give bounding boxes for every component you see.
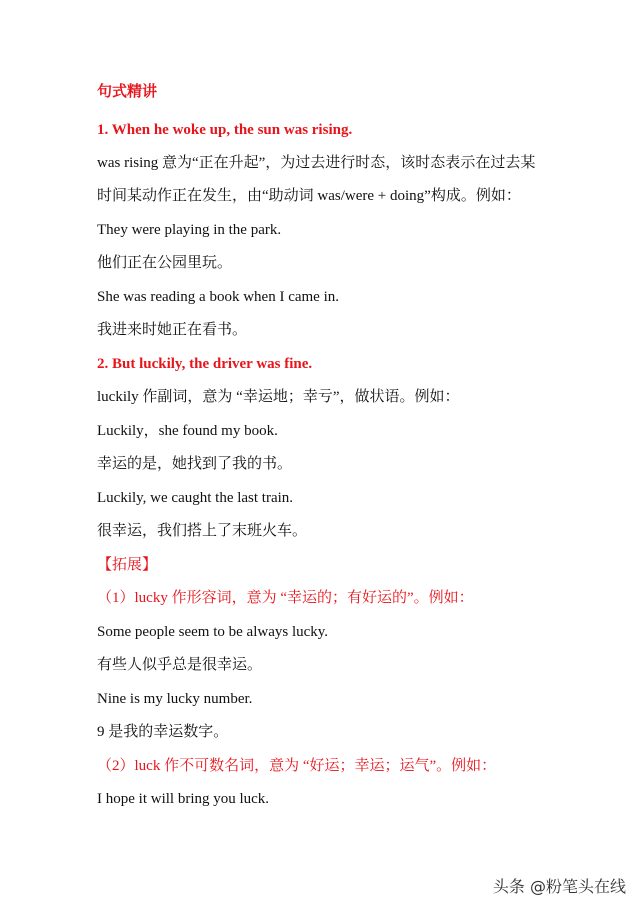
example-sentence: Luckily, we caught the last train. — [97, 490, 294, 506]
paragraph-line: luckily 作副词，意为 “幸运地；幸亏”，做状语。例如： — [97, 389, 460, 405]
example-translation: 他们正在公园里玩。 — [97, 255, 233, 271]
extension-point-1: （1）lucky 作形容词，意为 “幸运的；有好运的”。例如： — [97, 590, 474, 606]
example-translation: 幸运的是，她找到了我的书。 — [97, 456, 293, 472]
section-title: 句式精讲 — [97, 84, 158, 100]
example-sentence: Luckily，she found my book. — [97, 423, 278, 439]
paragraph-line: 时间某动作正在发生，由“助动词 was/were + doing”构成。例如： — [97, 188, 521, 204]
example-sentence: She was reading a book when I came in. — [97, 289, 340, 305]
example-sentence: Some people seem to be always lucky. — [97, 624, 329, 640]
extension-heading: 【拓展】 — [97, 557, 158, 573]
example-sentence: They were playing in the park. — [97, 222, 282, 238]
paragraph-line: was rising 意为“正在升起”，为过去进行时态，该时态表示在过去某 — [97, 155, 536, 171]
example-sentence: I hope it will bring you luck. — [97, 791, 270, 807]
example-translation: 有些人似乎总是很幸运。 — [97, 657, 263, 673]
sentence-heading-1: 1. When he woke up, the sun was rising. — [97, 122, 353, 138]
example-sentence: Nine is my lucky number. — [97, 691, 253, 707]
extension-point-2: （2）luck 作不可数名词，意为 “好运；幸运；运气”。例如： — [97, 758, 497, 774]
example-translation: 9 是我的幸运数字。 — [97, 724, 229, 740]
sentence-heading-2: 2. But luckily, the driver was fine. — [97, 356, 313, 372]
example-translation: 很幸运，我们搭上了末班火车。 — [97, 523, 308, 539]
example-translation: 我进来时她正在看书。 — [97, 322, 248, 338]
watermark: 头条 @粉笔头在线 — [492, 877, 626, 896]
